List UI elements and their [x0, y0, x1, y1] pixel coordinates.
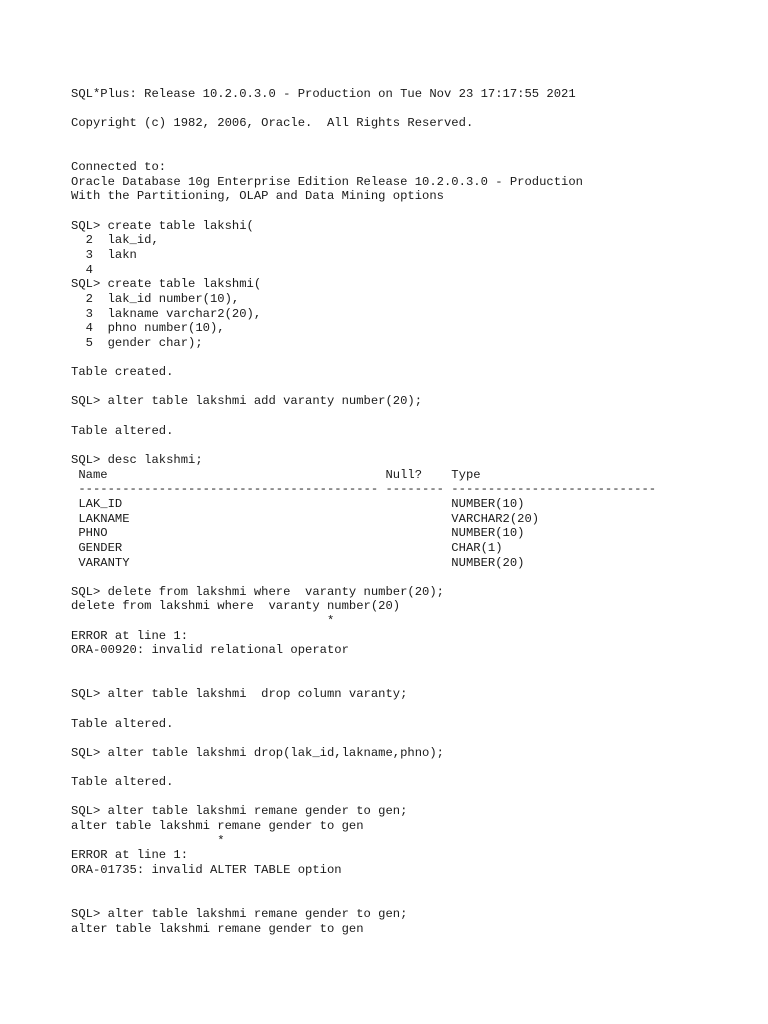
transcript-line: SQL> create table lakshi( — [71, 218, 254, 233]
transcript-line — [71, 146, 656, 161]
transcript-line: alter table lakshmi remane gender to gen — [71, 921, 364, 936]
transcript-line: SQL> alter table lakshmi remane gender to gen; — [71, 906, 408, 921]
transcript-line: ORA-01735: invalid ALTER TABLE option — [71, 862, 342, 877]
transcript-line: With the Partitioning, OLAP and Data Mining options — [71, 189, 444, 204]
transcript-line: SQL> alter table lakshmi remane gender to gen; — [71, 804, 408, 819]
transcript-line: Connected to: — [71, 160, 167, 175]
transcript-line: LAK_ID NUMBER(10) — [71, 496, 525, 511]
transcript-line: Copyright (c) 1982, 2006, Oracle. All Rights Reserved. — [71, 116, 474, 131]
transcript-line: SQL> create table lakshmi( — [71, 277, 262, 292]
transcript-line: alter table lakshmi remane gender to gen — [71, 819, 364, 834]
transcript-line — [71, 673, 656, 688]
transcript-line: ORA-00920: invalid relational operator — [71, 643, 349, 658]
transcript-line: Table created. — [71, 365, 174, 380]
transcript-line: * — [71, 614, 335, 629]
transcript-line — [71, 892, 656, 907]
transcript-line — [71, 570, 656, 585]
transcript-line — [71, 204, 656, 219]
transcript-line: PHNO NUMBER(10) — [71, 526, 525, 541]
transcript-line — [71, 409, 656, 424]
transcript-line: delete from lakshmi where varanty number(20) — [71, 599, 401, 614]
transcript-line: SQL> delete from lakshmi where varanty number(20); — [71, 584, 444, 599]
transcript-line — [71, 351, 656, 366]
transcript-line: SQL> desc lakshmi; — [71, 453, 203, 468]
transcript-line — [71, 790, 656, 805]
transcript-line — [71, 731, 656, 746]
transcript-line: Table altered. — [71, 775, 174, 790]
transcript-line: 5 gender char); — [71, 335, 203, 350]
transcript-line — [71, 380, 656, 395]
transcript-line: Table altered. — [71, 716, 174, 731]
transcript-line — [71, 438, 656, 453]
transcript-line — [71, 658, 656, 673]
transcript-line — [71, 131, 656, 146]
transcript-line: 4 — [71, 262, 93, 277]
transcript-line — [71, 102, 656, 117]
transcript-line: LAKNAME VARCHAR2(20) — [71, 511, 540, 526]
transcript-line: 4 phno number(10), — [71, 321, 225, 336]
transcript-line: ----------------------------------------- -------- ---------------------------- — [71, 482, 657, 497]
transcript-line: SQL> alter table lakshmi drop column varanty; — [71, 687, 408, 702]
transcript-line: SQL> alter table lakshmi add varanty number(20); — [71, 394, 423, 409]
transcript-line — [71, 760, 656, 775]
transcript-line: 2 lak_id, — [71, 233, 159, 248]
transcript-line — [71, 702, 656, 717]
transcript-line: Name Null? Type — [71, 467, 481, 482]
transcript-line: SQL> alter table lakshmi drop(lak_id,lakname,phno); — [71, 745, 444, 760]
transcript-line: SQL*Plus: Release 10.2.0.3.0 - Production on Tue Nov 23 17:17:55 2021 — [71, 87, 576, 101]
transcript-line: Table altered. — [71, 423, 174, 438]
transcript-line: GENDER CHAR(1) — [71, 540, 503, 555]
transcript-line: Oracle Database 10g Enterprise Edition Release 10.2.0.3.0 - Production — [71, 174, 583, 189]
transcript-line: ERROR at line 1: — [71, 628, 189, 643]
transcript-line — [71, 878, 656, 893]
transcript-line: 3 lakname varchar2(20), — [71, 306, 262, 321]
sqlplus-transcript — [71, 87, 656, 936]
transcript-line: 3 lakn — [71, 248, 137, 263]
transcript-line: ERROR at line 1: — [71, 848, 189, 863]
transcript-line: 2 lak_id number(10), — [71, 291, 240, 306]
transcript-line: VARANTY NUMBER(20) — [71, 555, 525, 570]
transcript-line: * — [71, 833, 225, 848]
